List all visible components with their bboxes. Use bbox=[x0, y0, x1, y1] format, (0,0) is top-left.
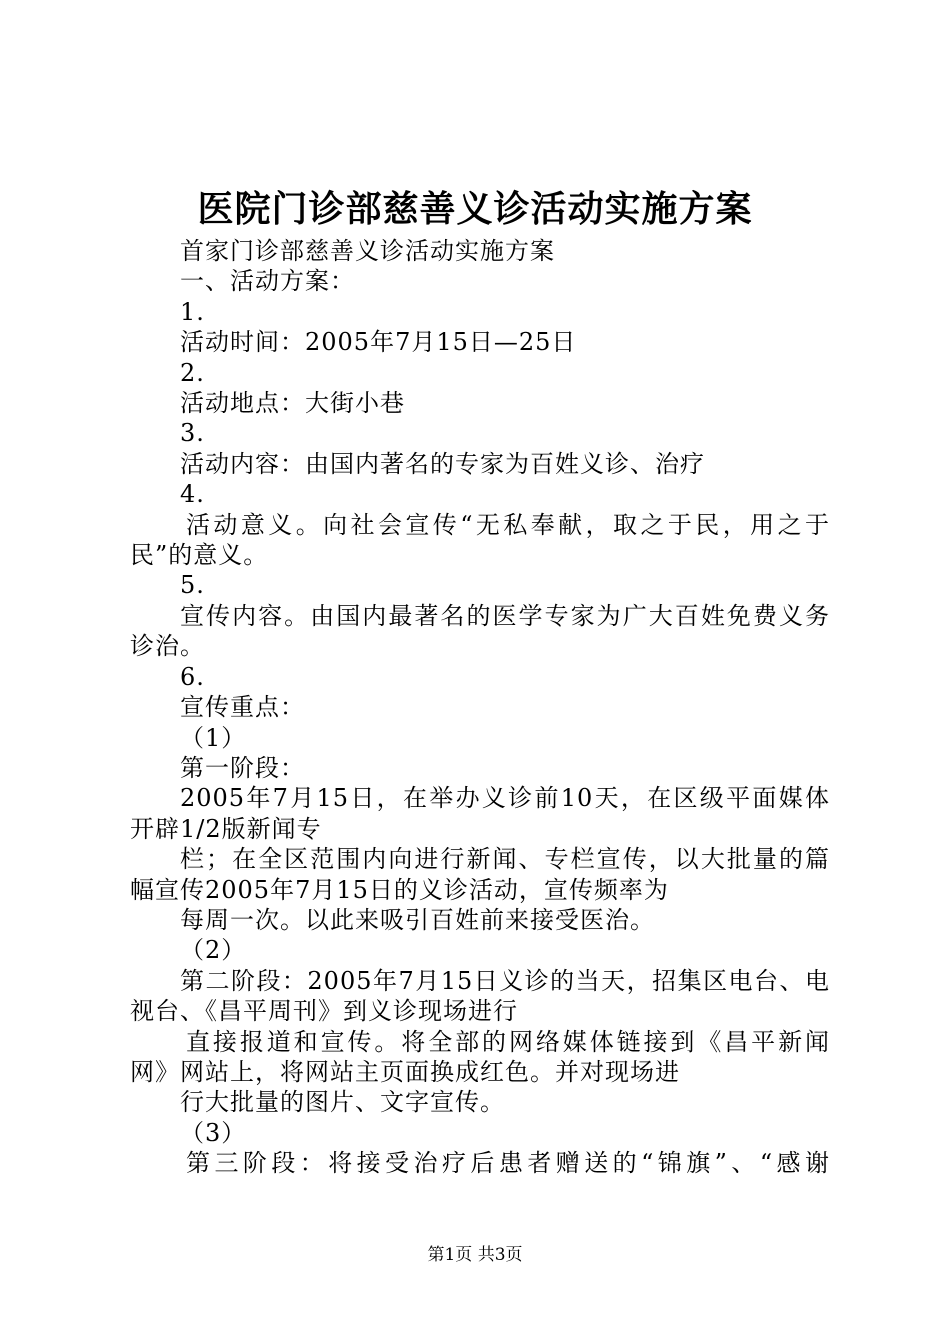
paragraph-line: 2005年7月15日，在举办义诊前10天，在区级平面媒体 bbox=[180, 784, 830, 813]
paragraph-line: 第三阶段：将接受治疗后患者赠送的“锦旗”、“感谢 bbox=[186, 1149, 830, 1178]
list-number: （2） bbox=[180, 936, 247, 965]
paragraph-line: 每周一次。以此来吸引百姓前来接受医治。 bbox=[180, 905, 655, 934]
list-number: （1） bbox=[180, 723, 247, 752]
paragraph-line: 活动意义。向社会宣传“无私奉献，取之于民，用之于 bbox=[186, 510, 830, 539]
list-number: 3. bbox=[180, 419, 205, 448]
paragraph-line: 活动地点：大街小巷 bbox=[180, 389, 405, 418]
document-body bbox=[130, 236, 830, 1179]
paragraph-line: 宣传重点： bbox=[180, 693, 305, 722]
list-number: 2. bbox=[180, 358, 205, 387]
paragraph-line: 民”的意义。 bbox=[130, 541, 269, 570]
paragraph-line: 直接报道和宣传。将全部的网络媒体链接到《昌平新闻 bbox=[186, 1027, 830, 1056]
page-title: 医院门诊部慈善义诊活动实施方案 bbox=[197, 188, 753, 230]
paragraph-line: 视台、《昌平周刊》到义诊现场进行 bbox=[130, 997, 518, 1026]
paragraph-line: 网》网站上，将网站主页面换成红色。并对现场进 bbox=[130, 1057, 680, 1086]
paragraph-line: 开辟1/2版新闻专 bbox=[130, 814, 322, 843]
paragraph-line: 活动内容：由国内著名的专家为百姓义诊、治疗 bbox=[180, 449, 705, 478]
paragraph-line: 第二阶段：2005年7月15日义诊的当天，招集区电台、电 bbox=[180, 966, 830, 995]
paragraph-line: 宣传内容。由国内最著名的医学专家为广大百姓免费义务 bbox=[180, 601, 830, 630]
paragraph-line: 第一阶段： bbox=[180, 753, 305, 782]
paragraph-line: 诊治。 bbox=[130, 632, 205, 661]
list-number: 5. bbox=[180, 571, 205, 600]
paragraph-line: 幅宣传2005年7月15日的义诊活动，宣传频率为 bbox=[130, 875, 669, 904]
list-number: 6. bbox=[180, 662, 205, 691]
subtitle-line: 首家门诊部慈善义诊活动实施方案 bbox=[180, 237, 555, 265]
list-number: 1. bbox=[180, 297, 205, 326]
section-heading: 一、活动方案： bbox=[180, 267, 355, 296]
paragraph-line: 栏；在全区范围内向进行新闻、专栏宣传，以大批量的篇 bbox=[180, 845, 830, 874]
list-number: 4. bbox=[180, 480, 205, 509]
page-indicator: 第1页 共3页 bbox=[427, 1245, 523, 1265]
paragraph-line: 活动时间：2005年7月15日—25日 bbox=[180, 328, 577, 357]
paragraph-line: 行大批量的图片、文字宣传。 bbox=[180, 1088, 505, 1117]
list-number: （3） bbox=[180, 1118, 247, 1147]
